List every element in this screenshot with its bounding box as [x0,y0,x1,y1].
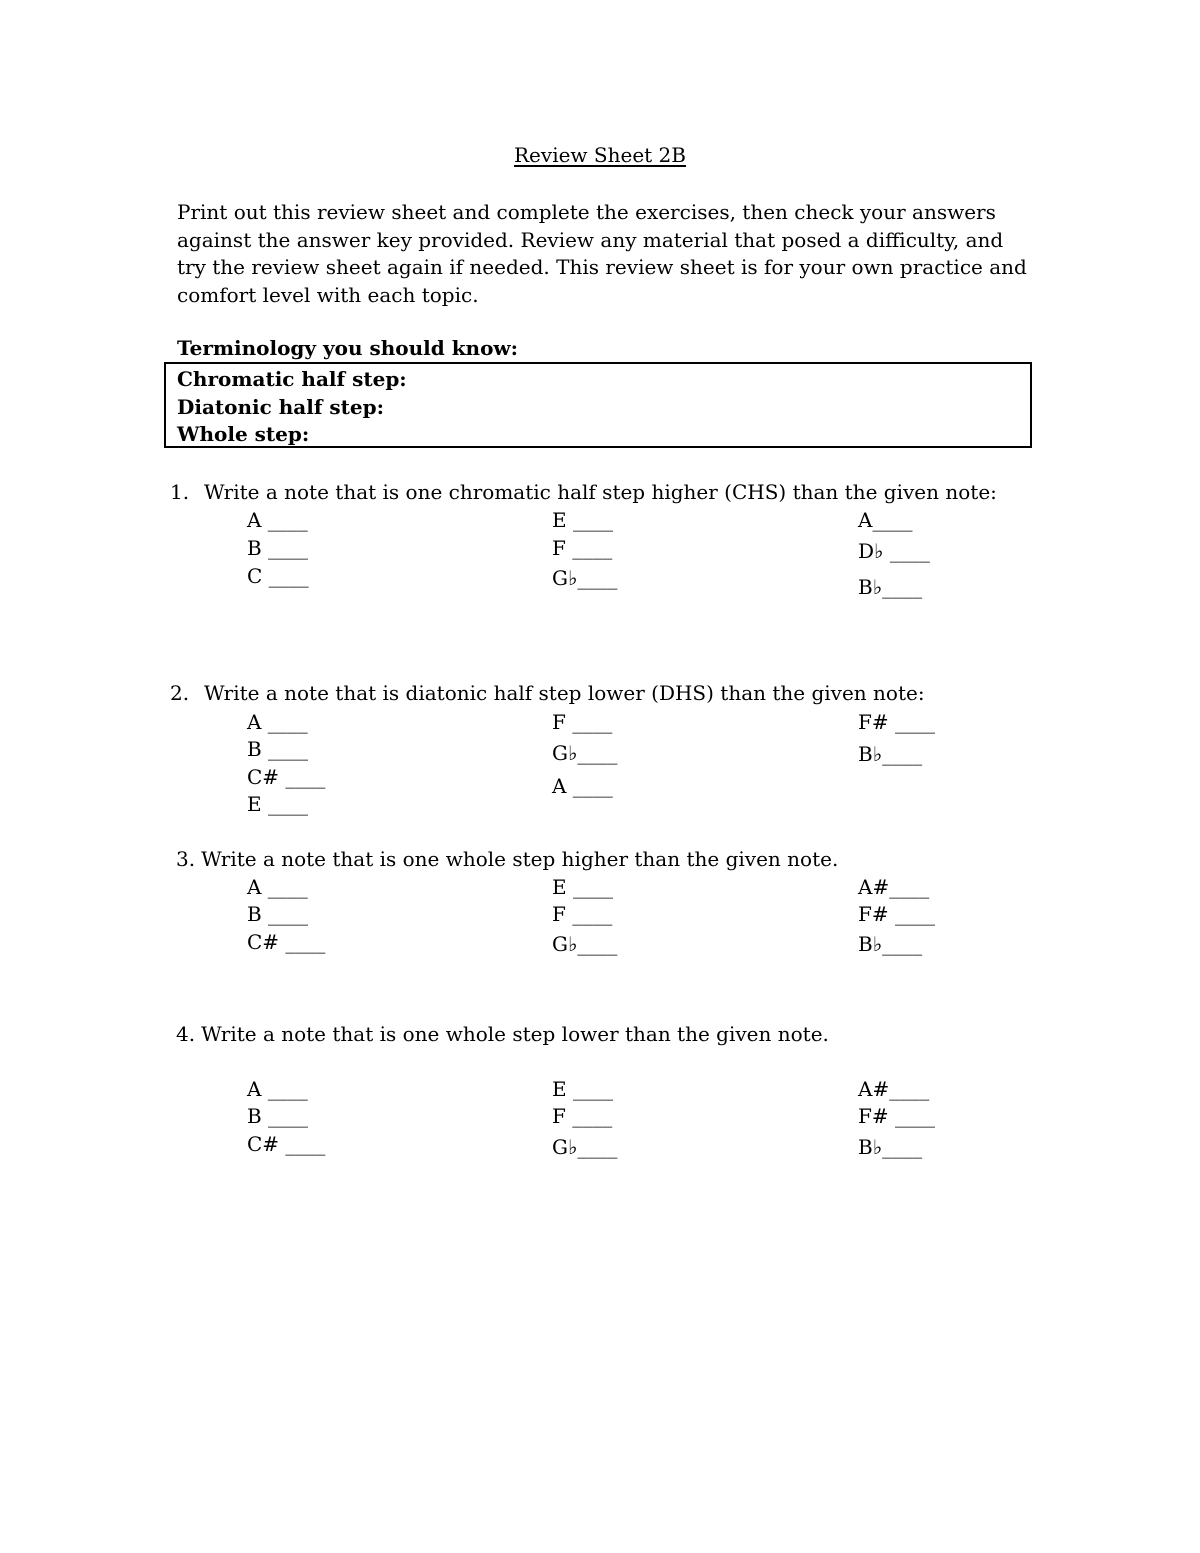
note-item: B ____ [247,536,309,560]
note-item: E ____ [552,1077,613,1101]
note-item: C# ____ [247,1132,326,1156]
note-item: D♭ ____ [858,539,930,563]
note-item: E ____ [552,508,613,532]
question-number: 4. [176,1022,196,1046]
question-number: 2. [170,681,190,705]
note-item: G♭____ [552,1135,618,1159]
note-item: G♭____ [552,566,618,590]
note-item: C ____ [247,564,309,588]
note-item: E ____ [247,792,308,816]
question-3 [170,847,838,871]
note-item: A____ [858,508,913,532]
note-item: B♭____ [858,575,923,599]
note-item: F# ____ [858,710,935,734]
note-item: A#____ [858,1077,930,1101]
intro-line: try the review sheet again if needed. This review sheet is for your own practice and [177,255,1027,279]
note-item: F ____ [552,902,613,926]
note-item: A ____ [247,875,308,899]
note-item: A ____ [247,508,308,532]
intro-line: Print out this review sheet and complete the exercises, then check your answers [177,200,996,224]
intro-line: against the answer key provided. Review any material that posed a difficulty, and [177,227,1004,252]
note-item: B♭____ [858,742,923,766]
note-item: G♭____ [552,741,618,765]
question-1 [170,480,997,504]
note-item: F ____ [552,710,613,734]
question-number: 1. [170,480,190,504]
question-text: Write a note that is one chromatic half step higher (CHS) than the given note: [204,480,997,504]
note-item: B ____ [247,902,309,926]
note-item: A ____ [247,1077,308,1101]
note-item: B♭____ [858,1135,923,1159]
term-diatonic-half-step: Diatonic half step: [177,395,385,419]
note-item: F ____ [552,536,613,560]
intro-paragraph [177,199,1037,309]
note-item: F ____ [552,1104,613,1128]
note-item: A ____ [552,774,613,798]
note-item: C# ____ [247,930,326,954]
question-text: Write a note that is diatonic half step lower (DHS) than the given note: [204,681,925,705]
note-item: B♭____ [858,932,923,956]
term-whole-step: Whole step: [177,422,310,446]
terminology-heading: Terminology you should know: [177,336,519,360]
note-item: F# ____ [858,902,935,926]
note-item: G♭____ [552,932,618,956]
question-4 [170,1022,829,1046]
page-title: Review Sheet 2B [514,143,686,167]
question-2 [170,681,925,705]
question-text: Write a note that is one whole step lower than the given note. [201,1022,829,1046]
term-chromatic-half-step: Chromatic half step: [177,367,407,391]
question-number: 3. [176,847,196,871]
question-text: Write a note that is one whole step higher than the given note. [201,847,839,871]
note-item: E ____ [552,875,613,899]
intro-line: comfort level with each topic. [177,282,479,307]
note-item: B ____ [247,1104,309,1128]
note-item: C# ____ [247,765,326,789]
terminology-box [164,362,1032,448]
note-item: B ____ [247,737,309,761]
note-item: A ____ [247,710,308,734]
note-item: F# ____ [858,1104,935,1128]
note-item: A#____ [858,875,930,899]
